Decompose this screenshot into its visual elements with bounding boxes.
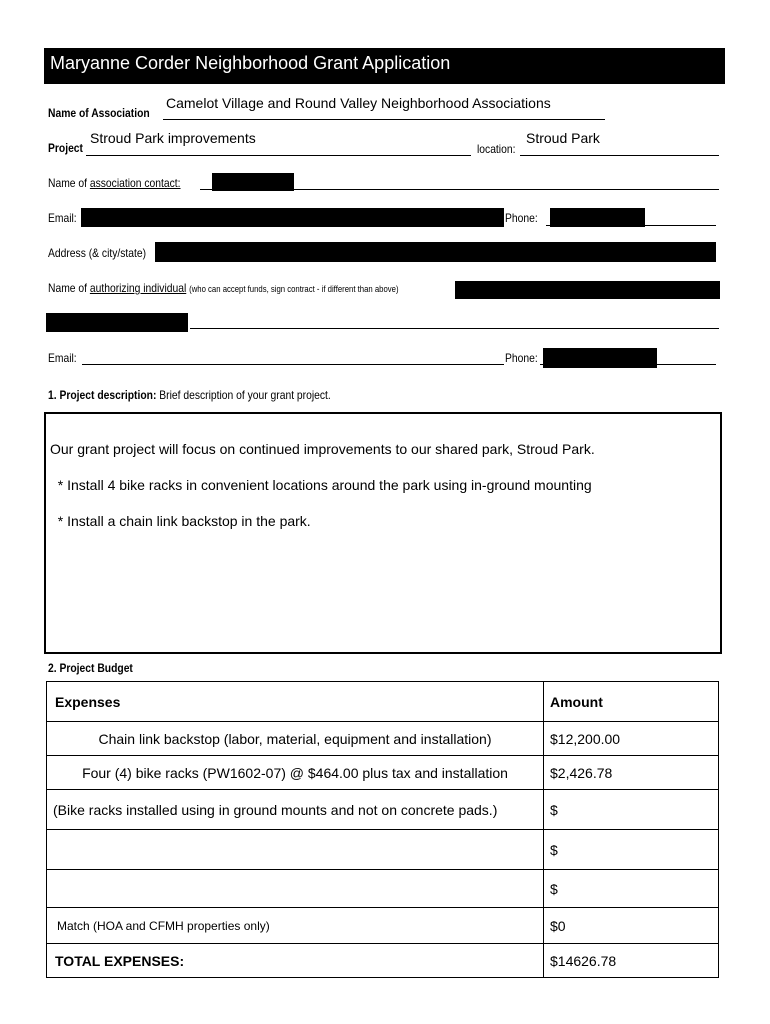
project-value[interactable]: Stroud Park improvements [90,130,256,146]
location-underline [520,155,719,156]
budget-row [47,830,719,870]
phone1-redaction [550,208,645,227]
address-label: Address (& city/state) [48,246,147,260]
authorizing-redaction [455,281,720,299]
amount-header: Amount [544,682,719,722]
budget-table [46,681,719,978]
contact-redaction [212,173,294,191]
authorizing-label-link: authorizing individual [89,281,187,295]
contact-label-link: association contact: [89,176,181,190]
association-underline [163,119,605,120]
location-value[interactable]: Stroud Park [526,130,600,146]
project-underline [86,155,471,156]
phone2-label: Phone: [505,351,538,365]
section1-title: 1. Project description: [48,388,157,402]
section1-subtitle: Brief description of your grant project. [159,388,331,402]
project-label: Project [48,141,83,155]
email2-underline [82,364,504,365]
email2-label: Email: [48,351,77,365]
budget-row [47,722,719,756]
location-label: location: [477,142,516,156]
authorizing-label [48,281,399,295]
match-label: Match (HOA and CFMH properties only) [47,908,544,944]
contact-label-prefix: Name of [48,176,90,190]
section2-heading: 2. Project Budget [48,661,133,675]
expense-cell[interactable]: (Bike racks installed using in ground mounts and not on concrete pads.) [47,790,544,830]
budget-header-row [47,682,719,722]
description-line-1: Our grant project will focus on continued improvements to our shared park, Stroud Park. [50,441,595,457]
expense-cell[interactable] [47,830,544,870]
expenses-header: Expenses [47,682,544,722]
total-label: TOTAL EXPENSES: [47,944,544,978]
description-line-3: * Install a chain link backstop in the park. [50,513,311,529]
contact-label [48,176,181,190]
expense-cell[interactable] [47,870,544,908]
budget-row [47,870,719,908]
amount-cell[interactable]: $ [544,870,719,908]
phone1-label: Phone: [505,211,538,225]
section1-heading [48,388,331,402]
budget-row [47,790,719,830]
amount-cell[interactable]: $ [544,830,719,870]
association-label: Name of Association [48,106,150,120]
match-amount[interactable]: $0 [544,908,719,944]
amount-cell[interactable]: $12,200.00 [544,722,719,756]
budget-row [47,756,719,790]
description-line-2: * Install 4 bike racks in convenient locations around the park using in-ground mounting [50,477,592,493]
page-title: Maryanne Corder Neighborhood Grant Application [50,53,451,73]
phone2-redaction [543,348,657,368]
amount-cell[interactable]: $ [544,790,719,830]
authorizing-redaction-2 [46,313,188,332]
authorizing-note: (who can accept funds, sign contract - if different than above) [189,284,399,294]
association-value[interactable]: Camelot Village and Round Valley Neighborhood Associations [166,95,551,111]
total-row [47,944,719,978]
authorizing-label-prefix: Name of [48,281,90,295]
amount-cell[interactable]: $2,426.78 [544,756,719,790]
total-amount[interactable]: $14626.78 [544,944,719,978]
email1-label: Email: [48,211,77,225]
authorizing-underline [190,328,719,329]
expense-cell[interactable]: Chain link backstop (labor, material, equipment and installation) [47,722,544,756]
match-row [47,908,719,944]
expense-cell[interactable]: Four (4) bike racks (PW1602-07) @ $464.00 plus tax and installation [47,756,544,790]
address-redaction [155,242,716,262]
email1-redaction [81,208,504,227]
